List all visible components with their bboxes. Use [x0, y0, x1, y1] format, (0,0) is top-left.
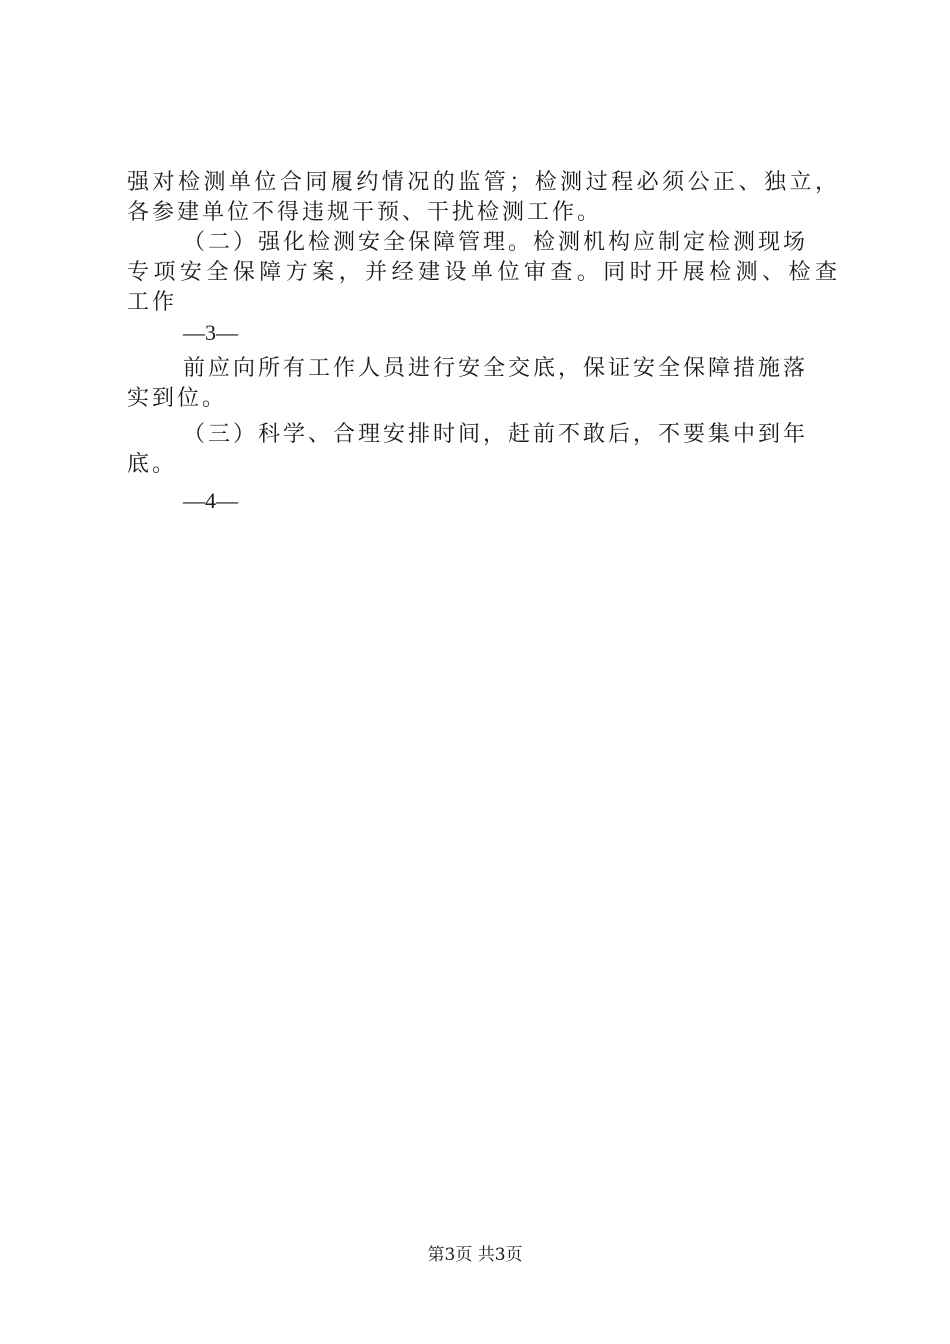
- text-line: 专项安全保障方案，并经建设单位审查。同时开展检测、检查: [127, 260, 837, 285]
- text-line: 实到位。: [127, 386, 228, 411]
- paragraph-heading-2: （二）强化检测安全保障管理。检测机构应制定检测现场: [183, 230, 809, 255]
- document-body: [127, 168, 837, 516]
- page-marker-4: —4—: [183, 488, 238, 513]
- page-footer: 第3页 共3页: [427, 1245, 523, 1265]
- page-marker-3: —3—: [183, 320, 238, 345]
- text-line: 工作: [127, 290, 178, 315]
- text-line: 前应向所有工作人员进行安全交底，保证安全保障措施落: [183, 356, 809, 381]
- text-line: 底。: [127, 452, 178, 477]
- paragraph-heading-3: （三）科学、合理安排时间，赶前不敢后，不要集中到年: [183, 422, 809, 447]
- text-line: 强对检测单位合同履约情况的监管；检测过程必须公正、独立，: [127, 170, 837, 195]
- text-line: 各参建单位不得违规干预、干扰检测工作。: [127, 200, 603, 225]
